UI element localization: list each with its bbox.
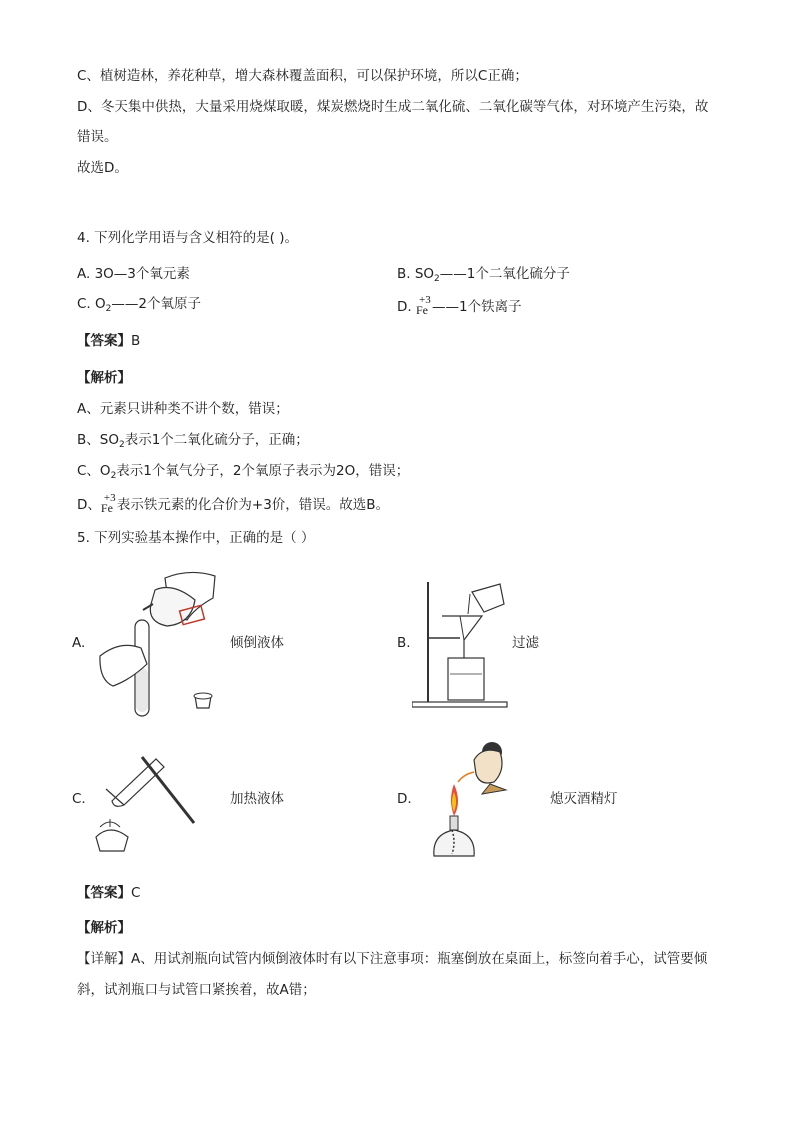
option-d-explanation-line2: 错误。 — [77, 129, 118, 145]
option-d-explanation-line1: D、冬天集中供热，大量采用烧煤取暖，煤炭燃烧时生成二氧化硫、二氧化碳等气体，对环境产生污染，故 — [77, 99, 709, 115]
q5-detail-line1: 【详解】A、用试剂瓶向试管内倾倒液体时有以下注意事项：瓶塞倒放在桌面上，标签向着手心，试管要倾 — [77, 951, 708, 967]
q4-option-c: C. $O_2——2$个氧原子 — [77, 296, 201, 314]
pouring-liquid-figure — [95, 568, 225, 718]
q5-option-d-label: D. — [397, 791, 412, 807]
q4-option-d: D. +3 Fe ——1个铁离子 — [397, 294, 522, 317]
blowing-out-alcohol-lamp-figure — [422, 730, 522, 870]
q5-option-b-caption: 过滤 — [512, 635, 539, 651]
option-c-explanation: C、植树造林，养花种草，增大森林覆盖面积，可以保护环境，所以C正确； — [77, 68, 528, 84]
fe-valence-symbol: +3 Fe — [415, 294, 431, 317]
q4-option-a: A. 3O—3个氧元素 — [77, 266, 190, 282]
q4-analysis-label: 【解析】 — [77, 370, 131, 386]
q5-option-a-label: A. — [72, 635, 86, 651]
fe-valence-symbol: +3 Fe — [100, 492, 116, 515]
filtration-figure — [412, 578, 512, 708]
q5-answer: 【答案】C — [77, 885, 141, 901]
q5-detail-line2: 斜，试剂瓶口与试管口紧挨着，故A错； — [77, 982, 316, 998]
q5-stem: 5. 下列实验基本操作中，正确的是（ ） — [77, 530, 315, 546]
q4-option-b: B. $SO_2——1$个二氧化硫分子 — [397, 266, 570, 284]
q5-analysis-label: 【解析】 — [77, 920, 131, 936]
q4-explain-a: A、元素只讲种类不讲个数，错误； — [77, 401, 289, 417]
q4-explain-c: C、$O_2$表示1个氧气分子，2个氧原子表示为2O，错误； — [77, 463, 410, 481]
q4-stem: 4. 下列化学用语与含义相符的是( )。 — [77, 230, 298, 246]
heating-liquid-figure — [86, 747, 201, 857]
q5-option-b-label: B. — [397, 635, 411, 651]
q5-option-c-label: C. — [72, 791, 86, 807]
q5-option-a-caption: 倾倒液体 — [230, 635, 284, 651]
previous-selection: 故选D。 — [77, 160, 128, 176]
q4-explain-d: D、 +3 Fe 表示铁元素的化合价为+3价，错误。故选B。 — [77, 492, 390, 515]
q4-answer: 【答案】B — [77, 333, 141, 349]
q4-explain-b: B、$SO_2$表示1个二氧化硫分子，正确； — [77, 432, 309, 450]
q5-option-d-caption: 熄灭酒精灯 — [550, 791, 618, 807]
q5-option-c-caption: 加热液体 — [230, 791, 284, 807]
